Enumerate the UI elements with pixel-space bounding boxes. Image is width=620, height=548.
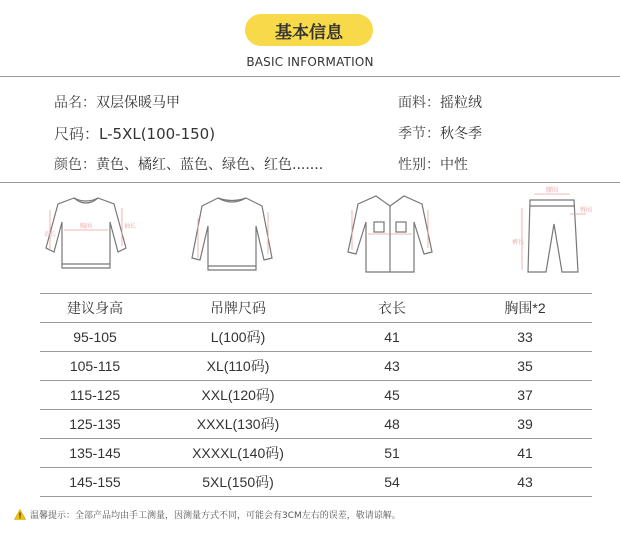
table-row — [40, 381, 592, 410]
section-title-badge — [245, 14, 373, 46]
cell-chest: 39 — [458, 410, 592, 439]
info-fabric-value: 摇粒绒 — [440, 95, 482, 111]
cell-chest: 33 — [458, 323, 592, 352]
label-waist: 腰围 — [546, 187, 559, 194]
section-title: 基本信息 — [275, 22, 343, 43]
info-color-label: 颜色： — [54, 157, 96, 173]
cell-chest: 41 — [458, 439, 592, 468]
label-pants-length: 裤长 — [512, 239, 525, 246]
measurement-notice — [14, 508, 401, 521]
cell-length: 48 — [326, 410, 458, 439]
cell-height: 135-145 — [40, 439, 150, 468]
sweatshirt-side-icon — [184, 188, 280, 280]
cell-size: 5XL(150码) — [150, 468, 326, 497]
divider-top — [0, 76, 620, 77]
label-length: 衣长 — [44, 231, 57, 238]
pants-icon — [506, 188, 602, 280]
cell-length: 51 — [326, 439, 458, 468]
cell-length: 43 — [326, 352, 458, 381]
cell-chest: 37 — [458, 381, 592, 410]
cell-size: L(100码) — [150, 323, 326, 352]
header-tag-size: 吊牌尺码 — [150, 294, 326, 323]
info-name-value: 双层保暖马甲 — [96, 95, 180, 111]
info-season-value: 秋冬季 — [440, 126, 482, 142]
info-season-label: 季节： — [398, 126, 440, 142]
label-chest: 胸围 — [79, 223, 93, 230]
table-row — [40, 323, 592, 352]
section-subtitle: BASIC INFORMATION — [246, 55, 374, 69]
info-size-label: 尺码： — [54, 125, 100, 143]
info-gender-value: 中性 — [440, 157, 468, 173]
cell-size: XXL(120码) — [150, 381, 326, 410]
info-color-value: 黄色、橘红、蓝色、绿色、红色....... — [96, 157, 324, 173]
info-fabric-label: 面料： — [398, 95, 440, 111]
size-table — [40, 293, 592, 497]
header-height: 建议身高 — [40, 294, 150, 323]
notice-text: 温馨提示：全部产品均由手工测量，因测量方式不同，可能会有3CM左右的误差，敬请谅解。 — [30, 511, 401, 521]
sweatshirt-front-icon — [38, 188, 137, 280]
cell-length: 54 — [326, 468, 458, 497]
cell-height: 145-155 — [40, 468, 150, 497]
cell-height: 95-105 — [40, 323, 150, 352]
info-color — [54, 154, 323, 174]
cell-size: XXXXL(140码) — [150, 439, 326, 468]
header-chest: 胸围*2 — [458, 294, 592, 323]
label-sleeve: 袖长 — [124, 223, 137, 230]
info-season — [398, 123, 482, 143]
info-name-label: 品名： — [54, 95, 96, 111]
table-header-row — [40, 294, 592, 323]
cell-size: XL(110码) — [150, 352, 326, 381]
shirt-icon — [342, 188, 438, 280]
table-row — [40, 352, 592, 381]
warning-icon — [14, 509, 26, 520]
cell-chest: 35 — [458, 352, 592, 381]
cell-chest: 43 — [458, 468, 592, 497]
info-name — [54, 92, 180, 112]
label-hip: 臀围 — [580, 207, 593, 214]
table-row — [40, 410, 592, 439]
info-size — [54, 123, 215, 144]
divider-middle — [0, 182, 620, 183]
cell-height: 105-115 — [40, 352, 150, 381]
measurement-figures — [0, 188, 620, 284]
table-row — [40, 468, 592, 497]
info-gender — [398, 154, 468, 174]
cell-length: 45 — [326, 381, 458, 410]
cell-height: 115-125 — [40, 381, 150, 410]
info-fabric — [398, 92, 482, 112]
cell-height: 125-135 — [40, 410, 150, 439]
header-length: 衣长 — [326, 294, 458, 323]
cell-length: 41 — [326, 323, 458, 352]
cell-size: XXXL(130码) — [150, 410, 326, 439]
info-gender-label: 性别： — [398, 157, 440, 173]
info-size-value: L-5XL(100-150) — [99, 125, 216, 143]
table-row — [40, 439, 592, 468]
